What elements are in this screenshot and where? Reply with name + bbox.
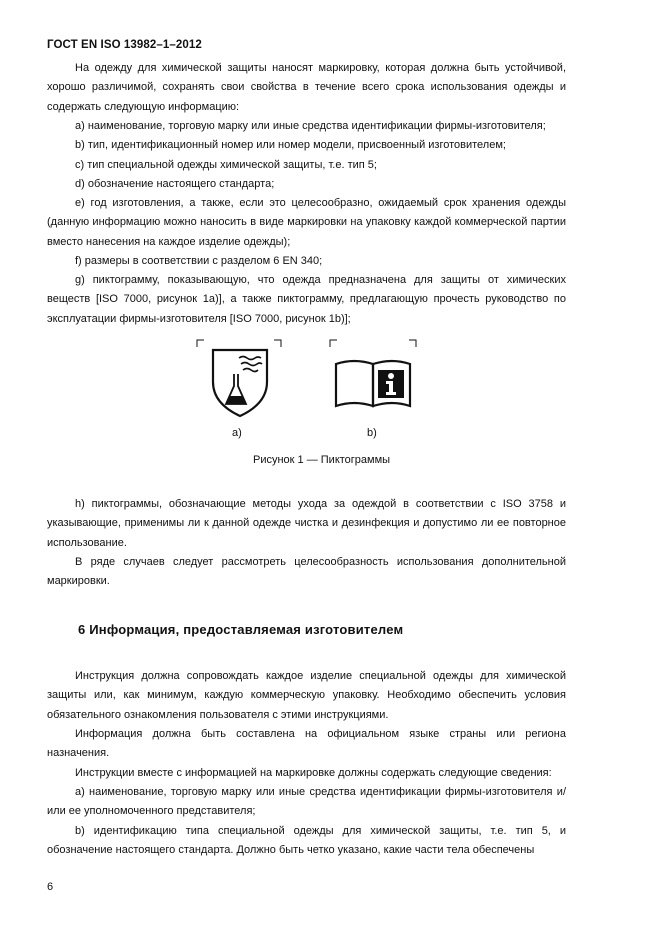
intro-paragraph: На одежду для химической защиты наносят маркировку, которая должна быть устойчивой, хорошо различимой, сохранять свои свойства в течение всего срока использования одежды и содержать следующую информацию: <box>47 62 566 113</box>
document-header: ГОСТ EN ISO 13982–1–2012 <box>47 39 202 51</box>
list-item-c: c) тип специальной одежды химической защиты, т.е. тип 5; <box>75 159 377 171</box>
information-manual-icon <box>328 338 420 423</box>
list-item-e: e) год изготовления, а также, если это целесообразно, ожидаемый срок хранения одежды (данную информацию можно наносить в виде маркировки на упаковку каждой коммерческой партии вместо нанесения на каждое изделие одежды); <box>47 197 566 248</box>
list-item-f: f) размеры в соответствии с разделом 6 EN 340; <box>75 255 323 267</box>
section-list-item-b: b) идентификацию типа специальной одежды для химической защиты, т.е. тип 5, и обозначение настоящего стандарта. Должно быть четко указано, какие части тела обеспечены <box>47 825 566 857</box>
section-title: 6 Информация, предоставляемая изготовителем <box>78 622 404 637</box>
chemical-protection-icon <box>195 338 285 423</box>
list-item-g: g) пиктограмму, показывающую, что одежда предназначена для защиты от химических веществ [ISO 7000, рисунок 1a)], а также пиктограмму, предлагающую прочесть руководство по эксплуатации фирмы-изготовителя [ISO 7000, рисунок 1b)]; <box>47 274 566 325</box>
note-paragraph: В ряде случаев следует рассмотреть целесообразность использования дополнительной маркировки. <box>47 556 566 588</box>
list-item-b: b) тип, идентификационный номер или номер модели, присвоенный изготовителем; <box>75 139 506 151</box>
figure-label-b: b) <box>367 427 377 439</box>
list-item-d: d) обозначение настоящего стандарта; <box>75 178 275 190</box>
list-item-a: a) наименование, торговую марку или иные средства идентификации фирмы-изготовителя; <box>75 120 546 132</box>
figure-caption: Рисунок 1 — Пиктограммы <box>253 454 391 466</box>
figure-label-a: a) <box>232 427 242 439</box>
section-paragraph-2: Информация должна быть составлена на официальном языке страны или региона назначения. <box>47 728 566 760</box>
section-list-item-a: a) наименование, торговую марку или иные средства идентификации фирмы-изготовителя и/или ее уполномоченного представителя; <box>47 786 566 818</box>
section-paragraph-1: Инструкция должна сопровождать каждое изделие специальной одежды для химической защиты или, как минимум, каждую коммерческую упаковку. Необходимо обеспечить условия обязательного ознакомления пользователя с этими инструкциями. <box>47 670 566 721</box>
list-item-h: h) пиктограммы, обозначающие методы ухода за одеждой в соответствии с ISO 3758 и указывающие, применимы ли к данной одежде чистка и дезинфекция и допустимо ли ее повторное использование. <box>47 498 566 549</box>
page-number: 6 <box>47 881 54 893</box>
section-paragraph-3: Инструкции вместе с информацией на маркировке должны содержать следующие сведения: <box>75 767 552 779</box>
